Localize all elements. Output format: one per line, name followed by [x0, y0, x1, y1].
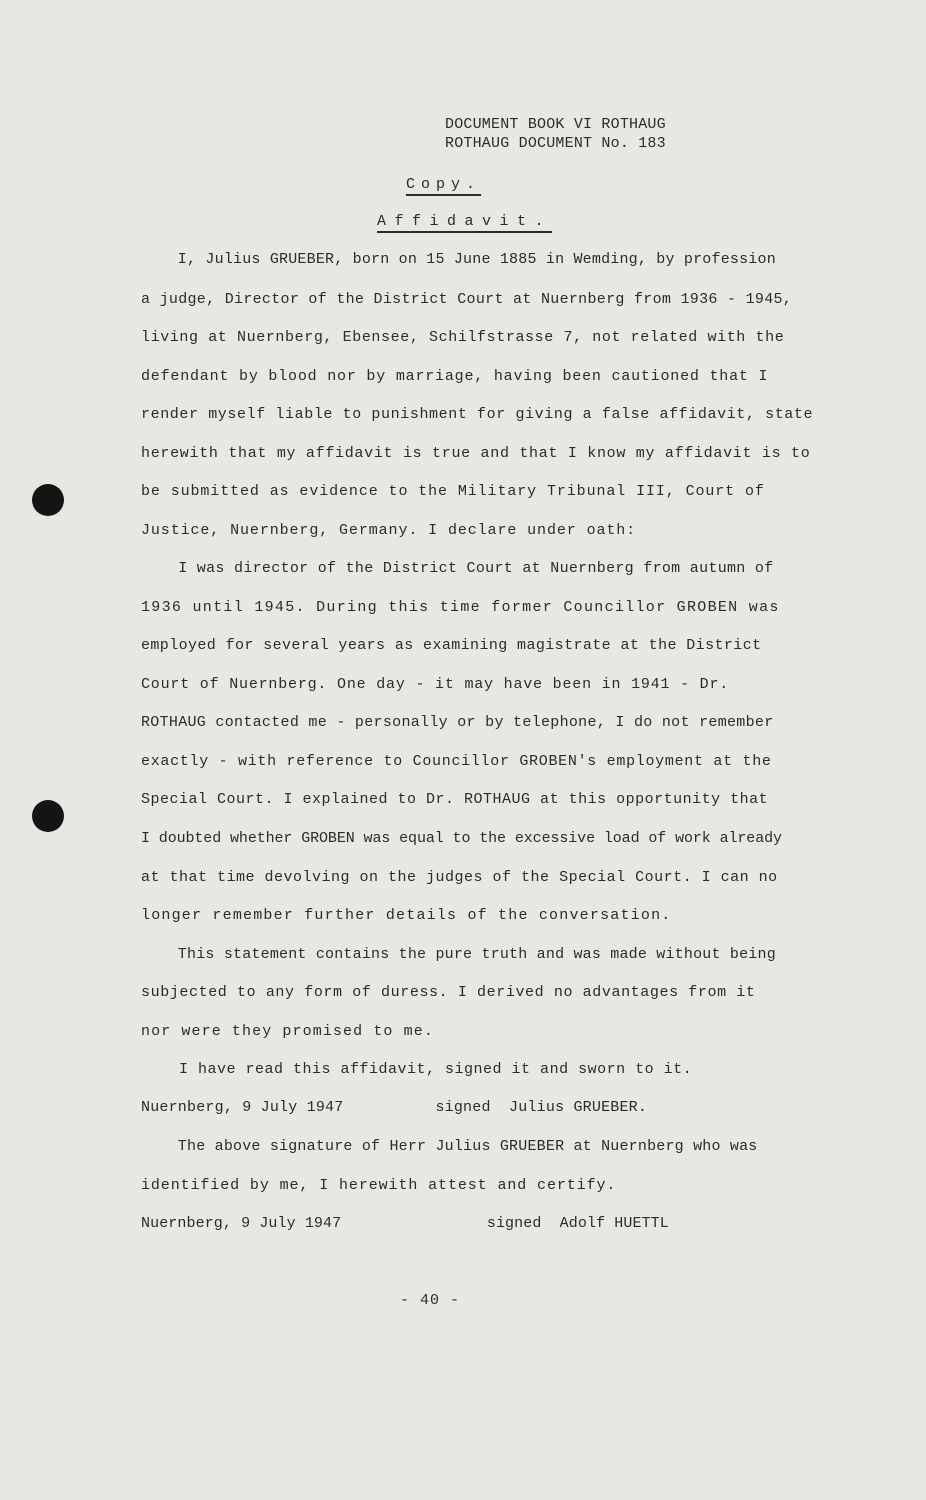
text-line: 1936 until 1945. During this time former Councillor GROBEN was — [141, 599, 780, 616]
text-line: The above signature of Herr Julius GRUEBER at Nuernberg who was — [141, 1138, 758, 1155]
text-line: nor were they promised to me. — [141, 1023, 434, 1040]
header-line-1: DOCUMENT BOOK VI ROTHAUG — [445, 116, 666, 133]
text-line: This statement contains the pure truth and was made without being — [141, 946, 776, 963]
page-number: - 40 - — [400, 1292, 461, 1309]
text-line: longer remember further details of the conversation. — [141, 907, 672, 924]
text-line: exactly - with reference to Councillor GROBEN's employment at the — [141, 753, 772, 770]
header-line-2: ROTHAUG DOCUMENT No. 183 — [445, 135, 666, 152]
text-line: subjected to any form of duress. I derived no advantages from it — [141, 984, 756, 1001]
document-header — [445, 115, 666, 153]
text-line: Justice, Nuernberg, Germany. I declare under oath: — [141, 522, 637, 539]
text-line: render myself liable to punishment for giving a false affidavit, state — [141, 406, 814, 423]
affidavit-title: Affidavit. — [377, 213, 552, 233]
text-line: employed for several years as examining magistrate at the District — [141, 637, 762, 654]
text-line: a judge, Director of the District Court at Nuernberg from 1936 - 1945, — [141, 291, 793, 308]
text-line: Special Court. I explained to Dr. ROTHAUG at this opportunity that — [141, 791, 769, 808]
text-line: I, Julius GRUEBER, born on 15 June 1885 in Wemding, by profession — [141, 251, 776, 268]
text-line: Nuernberg, 9 July 1947 signed Julius GRUEBER. — [141, 1099, 648, 1116]
text-line: I have read this affidavit, signed it and sworn to it. — [141, 1061, 693, 1078]
text-line: at that time devolving on the judges of the Special Court. I can no — [141, 869, 778, 886]
text-line: identified by me, I herewith attest and certify. — [141, 1177, 617, 1194]
text-line: ROTHAUG contacted me - personally or by telephone, I do not remember — [141, 714, 774, 731]
text-line: I was director of the District Court at Nuernberg from autumn of — [141, 560, 774, 577]
text-line: defendant by blood nor by marriage, having been cautioned that I — [141, 368, 769, 385]
text-line: herewith that my affidavit is true and that I know my affidavit is to — [141, 445, 811, 462]
text-line: I doubted whether GROBEN was equal to the excessive load of work already — [141, 830, 782, 847]
punch-hole-lower — [32, 800, 64, 832]
text-line: Nuernberg, 9 July 1947 signed Adolf HUETTL — [141, 1215, 669, 1232]
text-line: living at Nuernberg, Ebensee, Schilfstrasse 7, not related with the — [141, 329, 785, 346]
punch-hole-upper — [32, 484, 64, 516]
text-line: Court of Nuernberg. One day - it may have been in 1941 - Dr. — [141, 676, 730, 693]
copy-title: Copy. — [406, 176, 481, 196]
text-line: be submitted as evidence to the Military Tribunal III, Court of — [141, 483, 765, 500]
